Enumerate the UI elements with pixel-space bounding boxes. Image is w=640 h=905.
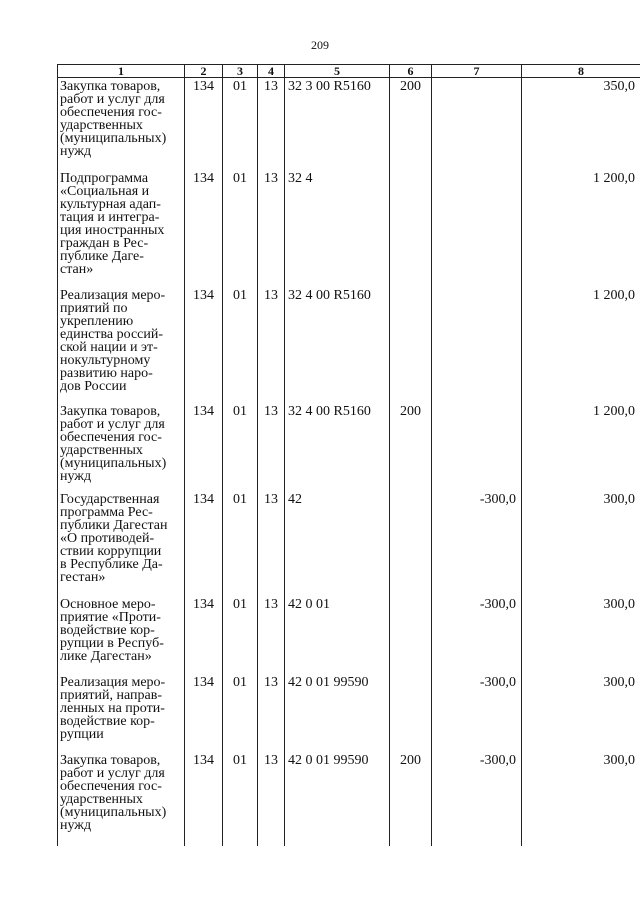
cell-col-6 (390, 596, 432, 674)
cell-col-5: 32 3 00 R5160 (285, 78, 390, 170)
row-name: Реализация меро- приятий по укреплению единства россий- ской нации и эт- нокультурному развитию наро- дов России (58, 287, 185, 403)
budget-table (57, 64, 640, 846)
header-row (58, 65, 640, 78)
column-header-5: 5 (285, 65, 390, 78)
cell-col-3: 01 (223, 78, 258, 170)
column-header-6: 6 (390, 65, 432, 78)
cell-col-7: -300,0 (432, 674, 522, 752)
cell-col-5: 32 4 00 R5160 (285, 287, 390, 403)
cell-col-6 (390, 287, 432, 403)
table-row (58, 403, 640, 491)
cell-col-5: 42 0 01 99590 (285, 752, 390, 846)
cell-col-4: 13 (258, 752, 285, 846)
cell-col-2: 134 (185, 752, 223, 846)
cell-col-2: 134 (185, 596, 223, 674)
page-number: 209 (311, 38, 329, 52)
cell-col-5: 42 (285, 491, 390, 596)
cell-col-7 (432, 287, 522, 403)
column-header-4: 4 (258, 65, 285, 78)
column-header-2: 2 (185, 65, 223, 78)
cell-col-7 (432, 403, 522, 491)
column-header-3: 3 (223, 65, 258, 78)
cell-col-6 (390, 491, 432, 596)
row-name: Закупка товаров, работ и услуг для обеспечения гос- ударственных (муниципальных) нужд (58, 403, 185, 491)
cell-col-5: 32 4 (285, 170, 390, 287)
cell-col-3: 01 (223, 752, 258, 846)
table-row (58, 78, 640, 170)
cell-col-4: 13 (258, 491, 285, 596)
cell-col-5: 42 0 01 (285, 596, 390, 674)
row-name: Закупка товаров, работ и услуг для обеспечения гос- ударственных (муниципальных) нужд (58, 78, 185, 170)
row-name: Государственная программа Рес- публики Дагестан «О противодей- ствии коррупции в Республике Да- гестан» (58, 491, 185, 596)
column-header-8: 8 (522, 65, 640, 78)
cell-col-2: 134 (185, 78, 223, 170)
cell-col-8: 300,0 (522, 596, 640, 674)
row-name: Закупка товаров, работ и услуг для обеспечения гос- ударственных (муниципальных) нужд (58, 752, 185, 846)
cell-col-6 (390, 674, 432, 752)
row-name: Основное меро- приятие «Проти- водействие кор- рупции в Респуб- лике Дагестан» (58, 596, 185, 674)
row-name: Реализация меро- приятий, направ- ленных на проти- водействие кор- рупции (58, 674, 185, 752)
table-row (58, 752, 640, 846)
cell-col-2: 134 (185, 287, 223, 403)
cell-col-4: 13 (258, 674, 285, 752)
table-row (58, 170, 640, 287)
cell-col-8: 300,0 (522, 752, 640, 846)
cell-col-7: -300,0 (432, 596, 522, 674)
cell-col-8: 1 200,0 (522, 403, 640, 491)
cell-col-6 (390, 170, 432, 287)
cell-col-8: 350,0 (522, 78, 640, 170)
cell-col-3: 01 (223, 287, 258, 403)
cell-col-7: -300,0 (432, 491, 522, 596)
cell-col-3: 01 (223, 674, 258, 752)
table-row (58, 674, 640, 752)
cell-col-8: 300,0 (522, 491, 640, 596)
cell-col-8: 1 200,0 (522, 287, 640, 403)
cell-col-2: 134 (185, 170, 223, 287)
cell-col-8: 300,0 (522, 674, 640, 752)
cell-col-3: 01 (223, 596, 258, 674)
cell-col-5: 32 4 00 R5160 (285, 403, 390, 491)
table-row (58, 491, 640, 596)
row-name: Подпрограмма «Социальная и культурная адап- тация и интегра- ция иностранных граждан в Рес- публике Даге- стан» (58, 170, 185, 287)
table-body (58, 78, 640, 846)
cell-col-4: 13 (258, 596, 285, 674)
cell-col-6: 200 (390, 403, 432, 491)
cell-col-7 (432, 170, 522, 287)
cell-col-4: 13 (258, 287, 285, 403)
cell-col-3: 01 (223, 403, 258, 491)
cell-col-4: 13 (258, 403, 285, 491)
cell-col-7 (432, 78, 522, 170)
table-row (58, 287, 640, 403)
cell-col-5: 42 0 01 99590 (285, 674, 390, 752)
cell-col-3: 01 (223, 491, 258, 596)
cell-col-8: 1 200,0 (522, 170, 640, 287)
cell-col-4: 13 (258, 170, 285, 287)
cell-col-7: -300,0 (432, 752, 522, 846)
cell-col-2: 134 (185, 491, 223, 596)
column-header-7: 7 (432, 65, 522, 78)
cell-col-3: 01 (223, 170, 258, 287)
cell-col-2: 134 (185, 674, 223, 752)
cell-col-6: 200 (390, 752, 432, 846)
table-row (58, 596, 640, 674)
cell-col-2: 134 (185, 403, 223, 491)
cell-col-6: 200 (390, 78, 432, 170)
column-header-1: 1 (58, 65, 185, 78)
table-header (58, 65, 640, 78)
cell-col-4: 13 (258, 78, 285, 170)
